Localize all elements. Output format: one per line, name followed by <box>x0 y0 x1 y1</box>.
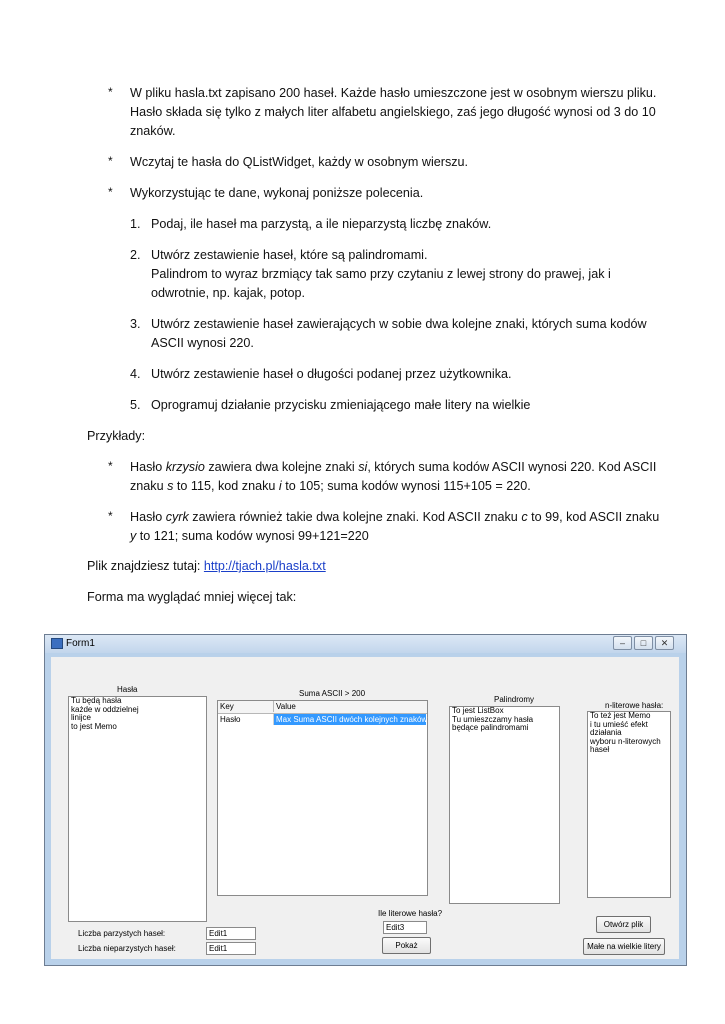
column-key[interactable]: Key <box>218 701 274 712</box>
parzyste-label: Liczba parzystych haseł: <box>78 929 166 938</box>
example-2-line-2: y to 121; suma kodów wynosi 99+121=220 <box>130 529 369 543</box>
example-2-line-1: Hasło cyrk zawiera również takie dwa kolejne znaki. Kod ASCII znaku c to 99, kod ASCII znaku <box>130 510 660 524</box>
palindromy-label: Palindromy <box>494 695 535 704</box>
task-3-number: 3. <box>130 317 141 331</box>
ascii-label: Suma ASCII > 200 <box>299 689 366 698</box>
n-literowe-label: n-literowe hasła: <box>605 701 664 710</box>
list-item[interactable]: Tu umieszczamy hasła <box>452 714 534 724</box>
task-2-line-3: odwrotnie, np. kajak, potop. <box>151 286 306 300</box>
task-4-text: Utwórz zestawienie haseł o długości podanej przez użytkownika. <box>151 367 512 381</box>
pokaz-button[interactable]: Pokaż <box>382 937 431 954</box>
edit1-nieparzyste-input[interactable]: Edit1 <box>206 942 256 955</box>
memo-line: i tu umieść efekt <box>590 719 648 729</box>
task-3-line-1: Utwórz zestawienie haseł zawierających w sobie dwa kolejne znaki, których suma kodów <box>151 317 647 331</box>
male-na-wielkie-button[interactable]: Małe na wielkie litery <box>583 938 665 955</box>
maximize-button[interactable]: □ <box>634 636 653 650</box>
bullet-marker: * <box>108 459 113 473</box>
list-item[interactable]: będące palindromami <box>452 723 529 732</box>
example-word-cyrk: cyrk <box>165 510 189 524</box>
memo-line: haseł <box>590 745 610 754</box>
memo-line: to jest Memo <box>71 721 117 731</box>
bullet-1-line-1: W pliku hasla.txt zapisano 200 haseł. Każde hasło umieszczone jest w osobnym wierszu pliku. <box>130 86 657 100</box>
form-client-area <box>51 657 679 959</box>
row-value-selected[interactable]: Max Suma ASCII dwóch kolejnych znaków <box>276 715 428 724</box>
bullet-1-line-2: Hasło składa się tylko z małych liter alfabetu angielskiego, zaś jego długość wynosi od 3 do 10 <box>130 105 656 119</box>
memo-line: To też jest Memo <box>590 711 651 720</box>
memo-line: wyboru n-literowych <box>590 736 661 746</box>
ile-literowe-label: Ile literowe hasła? <box>378 909 443 918</box>
bullet-marker: * <box>108 509 113 523</box>
list-item[interactable]: To jest ListBox <box>452 706 504 715</box>
task-2-line-1: Utwórz zestawienie haseł, które są palindromami. <box>151 248 428 262</box>
memo-line: działania <box>590 728 622 737</box>
palindromy-listbox[interactable] <box>449 706 560 904</box>
file-line: Plik znajdziesz tutaj: http://tjach.pl/hasla.txt <box>87 559 326 573</box>
example-1-line-1: Hasło krzysio zawiera dwa kolejne znaki si, których suma kodów ASCII wynosi 220. Kod ASCII <box>130 460 657 474</box>
bullet-marker: * <box>108 85 113 99</box>
hasla-label: Hasła <box>117 685 138 694</box>
examples-heading: Przykłady: <box>87 429 146 443</box>
row-key[interactable]: Hasło <box>218 714 274 725</box>
form1-window <box>44 634 687 966</box>
edit3-input[interactable]: Edit3 <box>383 921 427 934</box>
nieparzyste-label: Liczba nieparzystych haseł: <box>78 944 176 953</box>
bullet-marker: * <box>108 154 113 168</box>
bullet-1-line-3: znaków. <box>130 124 176 138</box>
bullet-2-text: Wczytaj te hasła do QListWidget, każdy w osobnym wierszu. <box>130 155 469 169</box>
ascii-value-list[interactable] <box>217 700 428 896</box>
title-bar <box>45 635 686 653</box>
n-literowe-memo[interactable] <box>587 711 671 898</box>
memo-line: każde w oddzielnej <box>71 704 139 714</box>
form-icon <box>51 638 63 649</box>
task-1-text: Podaj, ile haseł ma parzystą, a ile nieparzystą liczbę znaków. <box>151 217 492 231</box>
example-word-krzysio: krzysio <box>165 460 205 474</box>
bullet-marker: * <box>108 185 113 199</box>
task-4-number: 4. <box>130 367 141 381</box>
minimize-button[interactable]: – <box>613 636 632 650</box>
memo-line: linijce <box>71 713 92 722</box>
task-1-number: 1. <box>130 217 141 231</box>
column-value[interactable]: Value <box>276 702 296 711</box>
task-3-line-2: ASCII wynosi 220. <box>151 336 254 350</box>
task-5-number: 5. <box>130 398 141 412</box>
memo-line: Tu będą hasła <box>71 696 122 705</box>
task-2-line-2: Palindrom to wyraz brzmiący tak samo przy czytaniu z lewej strony do prawej, jak i <box>151 267 611 281</box>
task-2-number: 2. <box>130 248 141 262</box>
hasla-memo[interactable] <box>68 696 207 922</box>
grid-header <box>218 701 427 714</box>
window-title: Form1 <box>66 638 95 649</box>
close-button[interactable]: ✕ <box>655 636 674 650</box>
file-link[interactable]: http://tjach.pl/hasla.txt <box>203 559 326 573</box>
example-chars-si: si <box>358 460 368 474</box>
otworz-plik-button[interactable]: Otwórz plik <box>596 916 651 933</box>
example-1-line-2: znaku s to 115, kod znaku i to 105; suma kodów wynosi 115+105 = 220. <box>130 479 531 493</box>
edit1-parzyste-input[interactable]: Edit1 <box>206 927 256 940</box>
form-intro: Forma ma wyglądać mniej więcej tak: <box>87 590 297 604</box>
bullet-3-text: Wykorzystując te dane, wykonaj poniższe polecenia. <box>130 186 424 200</box>
task-5-text: Oprogramuj działanie przycisku zmieniającego małe litery na wielkie <box>151 398 531 412</box>
